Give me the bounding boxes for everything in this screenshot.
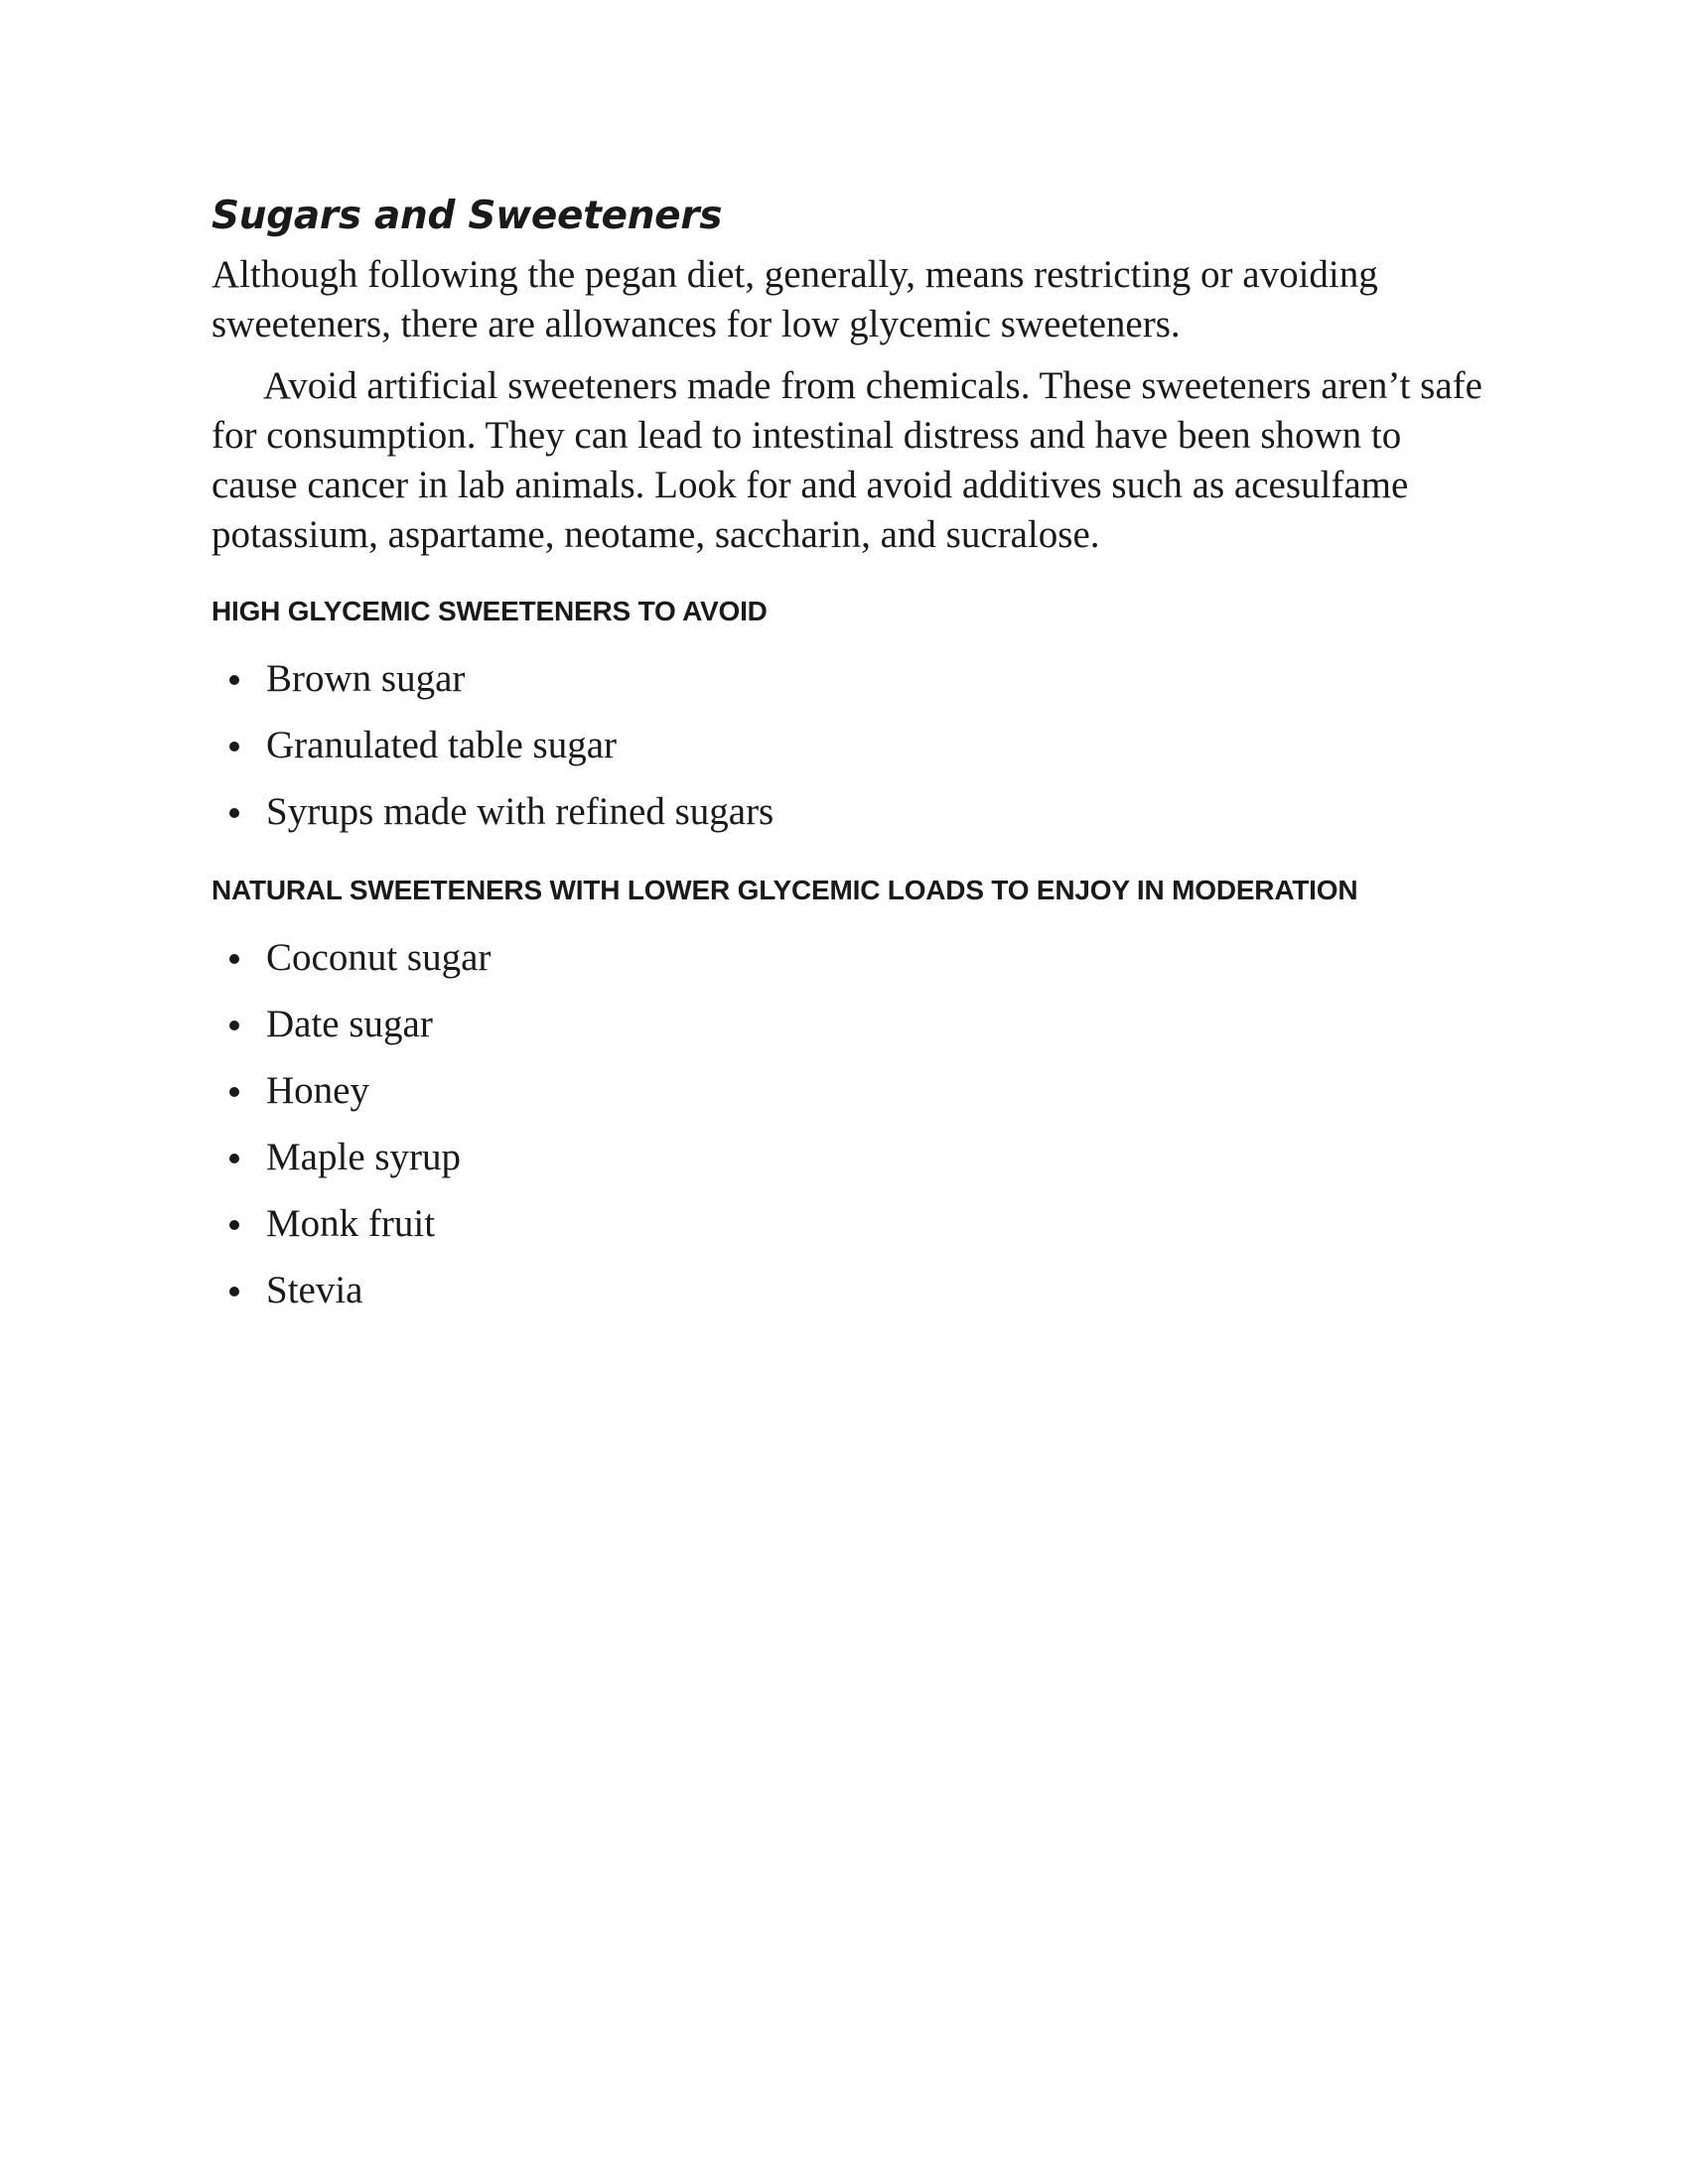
list-item-label: Stevia [266,1269,363,1311]
list-item [211,1257,1492,1323]
list-item [211,712,1492,778]
list-heading-avoid: HIGH GLYCEMIC SWEETENERS TO AVOID [211,596,768,626]
list-item-label: Granulated table sugar [266,724,618,766]
section-title: Sugars and Sweeteners [211,194,723,238]
bullet-icon [229,808,239,818]
list-item [211,1057,1492,1124]
list-item [211,924,1492,991]
list-item-label: Coconut sugar [266,936,492,979]
bullet-icon [229,1021,239,1030]
bullet-icon [229,675,239,685]
artificial-sweeteners-paragraph: Avoid artificial sweeteners made from chemicals. These sweeteners aren’t safe for consumption. They can lead to intestinal distress and have been shown to cause cancer in lab animals. Look for and avoid additives such as acesulfame potassium, aspartame, neotame, saccharin, and sucralose. [211,364,1482,556]
bullet-icon [229,954,239,964]
bullet-icon [229,1220,239,1230]
list-item-label: Monk fruit [266,1202,436,1245]
list-item-label: Syrups made with refined sugars [266,790,774,833]
list-item-label: Brown sugar [266,657,466,700]
bullet-icon [229,1287,239,1297]
natural-sweeteners-list [211,924,1492,1323]
avoid-sweeteners-list [211,645,1492,845]
list-item-label: Honey [266,1069,369,1112]
list-item-label: Date sugar [266,1003,433,1045]
intro-paragraph: Although following the pegan diet, generally, means restricting or avoiding sweeteners, there are allowances for low glycemic sweeteners. [211,253,1378,345]
bullet-icon [229,1154,239,1163]
list-item [211,778,1492,845]
list-item [211,645,1492,712]
list-item-label: Maple syrup [266,1136,462,1178]
document-page [211,189,1492,1323]
list-item [211,1190,1492,1257]
bullet-icon [229,1087,239,1097]
list-item [211,1124,1492,1190]
bullet-icon [229,742,239,751]
list-heading-enjoy: NATURAL SWEETENERS WITH LOWER GLYCEMIC LOADS TO ENJOY IN MODERATION [211,875,1358,905]
list-item [211,991,1492,1057]
